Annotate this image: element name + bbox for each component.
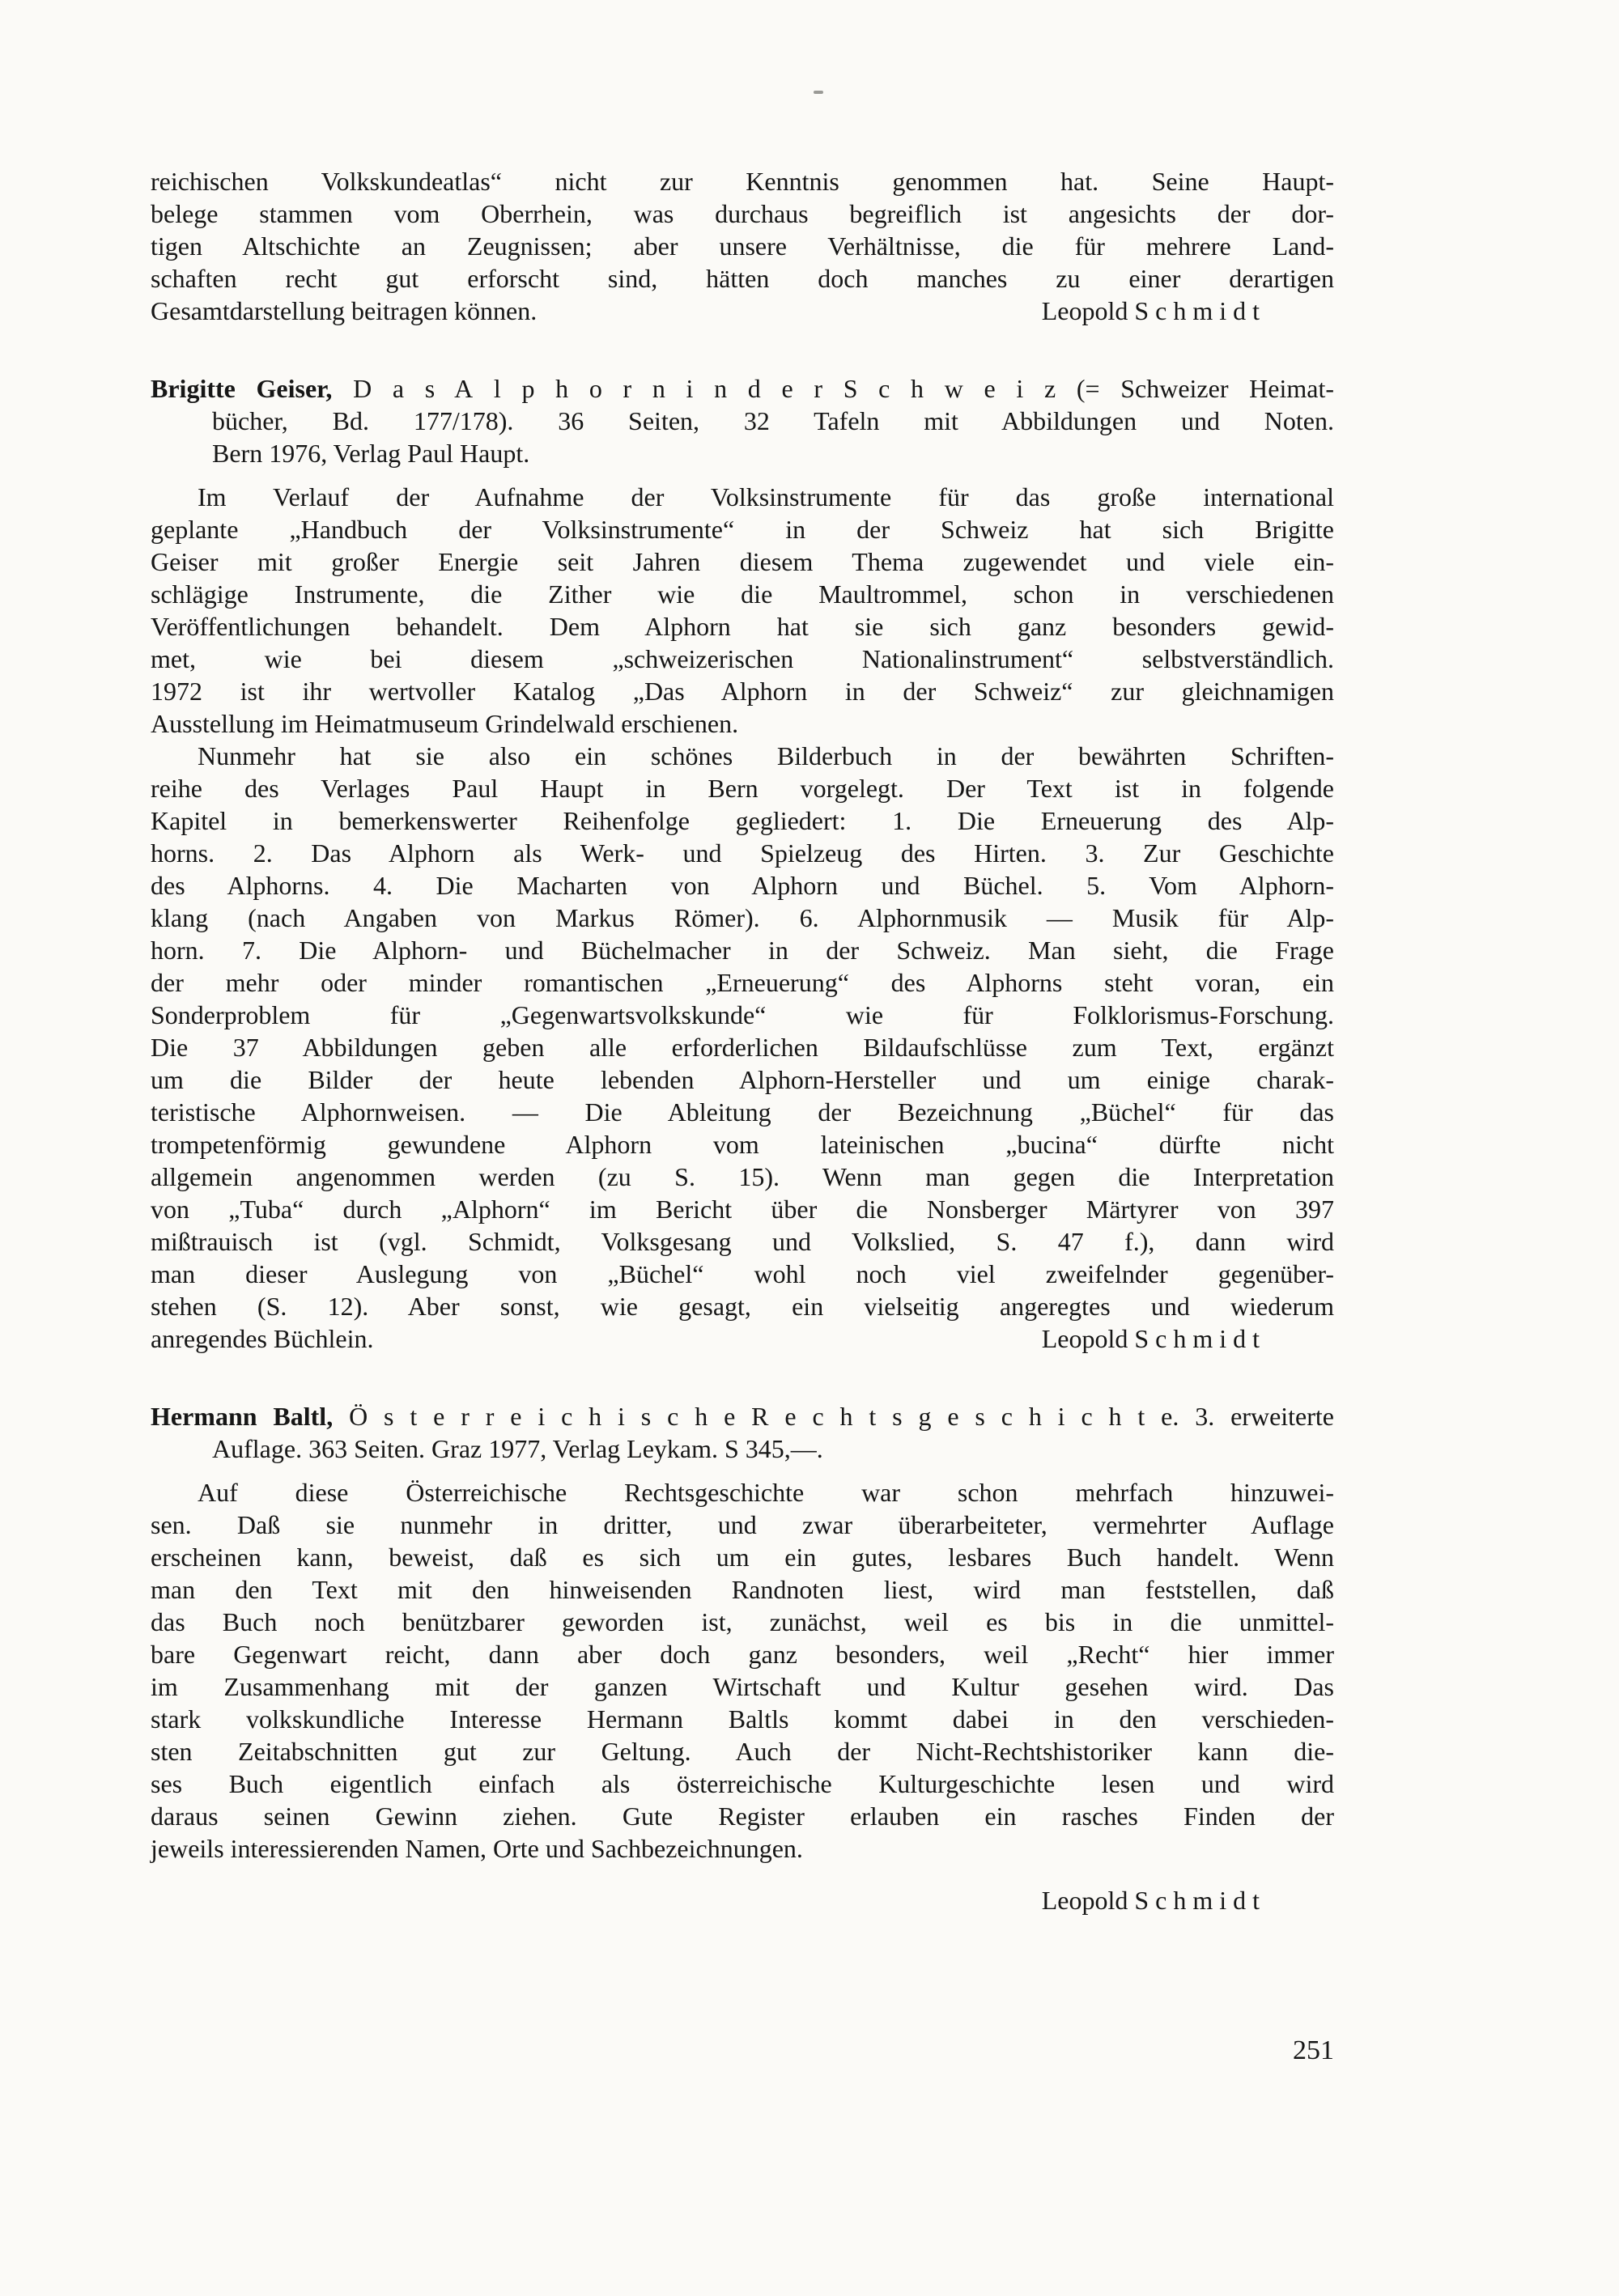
text-line: schlägige Instrumente, die Zither wie die Maultrommel, schon in verschiedenen xyxy=(151,579,1334,609)
text-line: der mehr oder minder romantischen „Erneuerung“ des Alphorns steht voran, ein xyxy=(151,968,1334,997)
text-line: stark volkskundliche Interesse Hermann Baltls kommt dabei in den verschieden- xyxy=(151,1704,1334,1734)
text-line: tigen Altschichte an Zeugnissen; aber unsere Verhältnisse, die für mehrere Land- xyxy=(151,231,1334,261)
continuation-paragraph xyxy=(151,165,1334,327)
text-line: teristische Alphornweisen. — Die Ableitung der Bezeichnung „Büchel“ für das xyxy=(151,1097,1334,1127)
text-line: Veröffentlichungen behandelt. Dem Alphorn hat sie sich ganz besonders gewid- xyxy=(151,612,1334,641)
text-line: sten Zeitabschnitten gut zur Geltung. Auch der Nicht-Rechtshistoriker kann die- xyxy=(151,1737,1334,1766)
text-line: Hermann Baltl, Ö s t e r r e i c h i s c h e R e c h t s g e s c h i c h t e. 3. erweiterte xyxy=(151,1402,1335,1431)
final-signature-line xyxy=(151,1884,1334,1916)
text-line: reichischen Volkskundeatlas“ nicht zur Kenntnis genommen hat. Seine Haupt- xyxy=(151,167,1334,196)
text-line: Brigitte Geiser, D a s A l p h o r n i n d e r S c h w e i z (= Schweizer Heimat- xyxy=(151,374,1335,403)
last-line-text: Gesamtdarstellung beitragen können. xyxy=(151,296,538,325)
signature: Leopold S c h m i d t xyxy=(1041,1324,1260,1353)
signature: Leopold S c h m i d t xyxy=(1041,296,1260,325)
text-line: horns. 2. Das Alphorn als Werk- und Spielzeug des Hirten. 3. Zur Geschichte xyxy=(151,838,1334,868)
text-line: horn. 7. Die Alphorn- und Büchelmacher in der Schweiz. Man sieht, die Frage xyxy=(151,936,1334,965)
text-line: belege stammen vom Oberrhein, was durchaus begreiflich ist angesichts der dor- xyxy=(151,199,1334,228)
text-line: des Alphorns. 4. Die Macharten von Alphorn und Büchel. 5. Vom Alphorn- xyxy=(151,871,1334,900)
text-line: Die 37 Abbildungen geben alle erforderlichen Bildaufschlüsse zum Text, ergänzt xyxy=(151,1033,1334,1062)
text-line: Bern 1976, Verlag Paul Haupt. xyxy=(212,439,530,468)
text-line: von „Tuba“ durch „Alphorn“ im Bericht über die Nonsberger Märtyrer von 397 xyxy=(151,1195,1334,1224)
page-number: 251 xyxy=(1293,2035,1334,2065)
text-line: reihe des Verlages Paul Haupt in Bern vorgelegt. Der Text ist in folgende xyxy=(151,774,1334,803)
text-line: klang (nach Angaben von Markus Römer). 6. Alphornmusik — Musik für Alp- xyxy=(151,903,1334,932)
text-line: man dieser Auslegung von „Büchel“ wohl noch viel zweifelnder gegenüber- xyxy=(151,1259,1334,1288)
text-line: mißtrauisch ist (vgl. Schmidt, Volksgesang und Volkslied, S. 47 f.), dann wird xyxy=(151,1227,1334,1256)
author-name: Hermann Baltl, xyxy=(151,1402,334,1431)
text-line: 1972 ist ihr wertvoller Katalog „Das Alphorn in der Schweiz“ zur gleichnamigen xyxy=(151,677,1334,706)
text-line: daraus seinen Gewinn ziehen. Gute Register erlauben ein rasches Finden der xyxy=(151,1802,1334,1831)
text-line: jeweils interessierenden Namen, Orte und Sachbezeichnungen. xyxy=(151,1834,803,1863)
text-line: stehen (S. 12). Aber sonst, wie gesagt, ein vielseitig angeregtes und wiederum xyxy=(151,1292,1334,1321)
text-line: met, wie bei diesem „schweizerischen Nationalinstrument“ selbstverständlich. xyxy=(151,644,1334,673)
text-line: Auf diese Österreichische Rechtsgeschichte war schon mehrfach hinzuwei- xyxy=(198,1478,1334,1507)
scan-artifact xyxy=(814,91,823,94)
text-line: Kapitel in bemerkenswerter Reihenfolge gegliedert: 1. Die Erneuerung des Alp- xyxy=(151,806,1334,835)
text-line: Geiser mit großer Energie seit Jahren diesem Thema zugewendet und viele ein- xyxy=(151,547,1334,576)
text-line: sen. Daß sie nunmehr in dritter, und zwar überarbeiteter, vermehrter Auflage xyxy=(151,1510,1334,1539)
text-line: das Buch noch benützbarer geworden ist, zunächst, weil es bis in die unmittel- xyxy=(151,1607,1334,1636)
text-line: im Zusammenhang mit der ganzen Wirtschaft und Kultur gesehen wird. Das xyxy=(151,1672,1334,1701)
page-content xyxy=(151,165,1334,2067)
review-baltl-paragraph xyxy=(151,1476,1334,1865)
review-geiser-paragraph-1 xyxy=(151,481,1334,740)
text-line: erscheinen kann, beweist, daß es sich um ein gutes, lesbares Buch handelt. Wenn xyxy=(151,1543,1334,1572)
text-line: um die Bilder der heute lebenden Alphorn-Hersteller und um einige charak- xyxy=(151,1065,1334,1094)
text-line xyxy=(151,295,1334,327)
text-line: Sonderproblem für „Gegenwartsvolkskunde“ wie für Folklorismus-Forschung. xyxy=(151,1000,1334,1029)
signature: Leopold S c h m i d t xyxy=(1041,1886,1260,1915)
text-line: Auflage. 363 Seiten. Graz 1977, Verlag Leykam. S 345,—. xyxy=(212,1434,823,1463)
text-line: man den Text mit den hinweisenden Randnoten liest, wird man feststellen, daß xyxy=(151,1575,1334,1604)
text-line: trompetenförmig gewundene Alphorn vom lateinischen „bucina“ dürfte nicht xyxy=(151,1130,1334,1159)
text-line: schaften recht gut erforscht sind, hätten doch manches zu einer derartigen xyxy=(151,264,1334,293)
review-geiser-header xyxy=(151,372,1334,469)
text-blocks xyxy=(151,165,1334,1916)
text-line: bücher, Bd. 177/178). 36 Seiten, 32 Tafeln mit Abbildungen und Noten. xyxy=(212,406,1334,435)
text-line: Ausstellung im Heimatmuseum Grindelwald erschienen. xyxy=(151,709,739,738)
last-line-text: anregendes Büchlein. xyxy=(151,1324,374,1353)
text-line: ses Buch eigentlich einfach als österreichische Kulturgeschichte lesen und wird xyxy=(151,1769,1334,1798)
text-line: geplante „Handbuch der Volksinstrumente“ in der Schweiz hat sich Brigitte xyxy=(151,515,1334,544)
text-line: allgemein angenommen werden (zu S. 15). Wenn man gegen die Interpretation xyxy=(151,1162,1334,1191)
review-baltl-header xyxy=(151,1400,1334,1465)
author-name: Brigitte Geiser, xyxy=(151,374,333,403)
text-line: Im Verlauf der Aufnahme der Volksinstrumente für das große international xyxy=(198,482,1334,511)
text-line: bare Gegenwart reicht, dann aber doch ganz besonders, weil „Recht“ hier immer xyxy=(151,1640,1334,1669)
review-geiser-paragraph-2 xyxy=(151,740,1334,1355)
text-line xyxy=(151,1322,1334,1355)
text-line: Nunmehr hat sie also ein schönes Bilderbuch in der bewährten Schriften- xyxy=(198,741,1334,770)
